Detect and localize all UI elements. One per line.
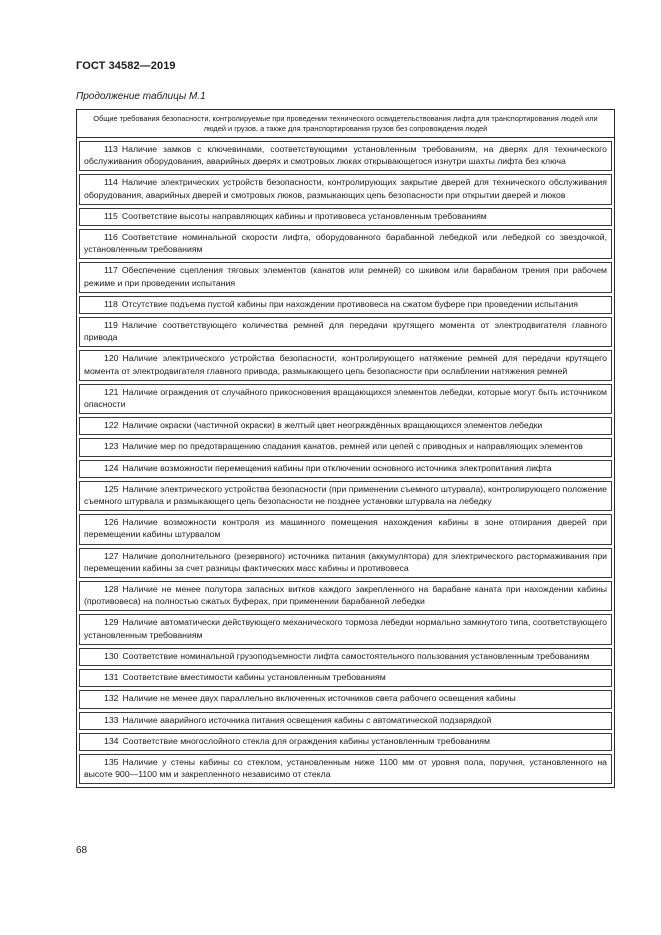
row-number: 122 [104,420,119,431]
row-number: 123 [104,441,119,452]
table-caption: Продолжение таблицы М.1 [76,91,206,102]
table-row [79,296,612,314]
row-text: Наличие не менее двух параллельно включенных источников света рабочего освещения кабины [122,693,516,704]
table-row [79,548,612,578]
row-number: 124 [104,462,119,473]
row-text: Наличие мер по предотвращению спадания канатов, ремней или цепей с приводных и направляющих элементов [122,441,583,452]
row-number: 133 [104,714,119,725]
table-header: Общие требования безопасности, контролируемые при проведении технического освидетельствования лифта для транспортирования людей или людей и грузов, а также для транспортирования грузов без сопровождения людей [77,110,614,138]
row-text: Наличие замков с ключевинами, соответствующими установленным требованиям, на дверях для технического обслуживания оборудования, аварийных дверях и смотровых люках открывающегося изнутри шахты лифта без ключа [84,144,607,167]
row-number: 113 [104,144,118,154]
table-row [79,581,612,611]
row-number: 134 [104,735,119,746]
row-text: Наличие аварийного источника питания освещения кабины с автоматической подзарядкой [122,714,492,725]
row-number: 117 [104,265,118,276]
table-row [79,648,612,666]
table-row [79,712,612,730]
row-text: Наличие соответствующего количества ремней для передачи крутящего момента от электродвигателя главного привода [84,320,607,343]
table-row [79,460,612,478]
row-number: 114 [104,177,118,188]
row-number: 135 [104,756,119,767]
row-number: 119 [104,320,118,331]
row-text: Наличие возможности перемещения кабины при отключении основного источника электропитания лифта [122,462,552,473]
row-text: Наличие дополнительного (резервного) источника питания (аккумулятора) для электрического растормаживания при перемещении кабины за счет разницы фактических масс кабины и противовеса [84,550,607,573]
table-row [79,208,612,226]
row-text: Наличие электрических устройств безопасности, контролирующих закрытие дверей для технического обслуживания оборудования, аварийных дверей и смотровых люков, размыкающих цепь безопасности при открытии дверей и люков [84,177,607,200]
row-text: Наличие у стены кабины со стеклом, установленным ниже 1100 мм от уровня пола, поручня, установленного на высоте 900—1100 мм и закрепленного независимо от стекла [84,756,607,780]
row-text: Наличие электрического устройства безопасности, контролирующего натяжение ремней для передачи крутящего момента от электродвигателя главного привода, размыкающего цепь безопасности при ослаблении натяжения ремней [84,353,607,376]
table-row [79,417,612,435]
row-number: 131 [104,672,119,683]
row-text: Наличие ограждения от случайного прикосновения вращающихся элементов лебедки, которые могут быть источником опасности [84,386,607,410]
table-row [79,514,612,544]
table-row [79,317,612,347]
table-row [79,481,612,511]
row-text: Соответствие номинальной скорости лифта, оборудованного барабанной лебедкой или лебедкой со звездочкой, установленным требованиям [84,232,607,255]
row-text: Соответствие высоты направляющих кабины и противовеса установленным требованиям [121,210,487,221]
row-number: 132 [104,693,119,704]
table-body [77,141,614,784]
row-text: Соответствие многослойного стекла для ограждения кабины установленным требованиям [122,735,490,746]
table-row [79,438,612,456]
row-text: Наличие окраски (частичной окраски) в желтый цвет неограждённых вращающихся элементов лебедки [122,420,543,431]
document-code: ГОСТ 34582—2019 [76,60,176,72]
table-row [79,262,612,292]
row-number: 116 [104,232,118,243]
row-text: Соответствие номинальной грузоподъемности лифта самостоятельного пользования установленным требованиям [122,650,590,661]
row-number: 125 [104,483,119,494]
table-row [79,350,612,380]
row-text: Соответствие вместимости кабины установленным требованиям [122,672,386,683]
row-number: 126 [104,517,119,528]
table-row [79,690,612,708]
table-row [79,141,612,171]
table-row [79,733,612,751]
row-number: 129 [104,617,119,628]
row-text: Наличие электрического устройства безопасности (при применении съемного штурвала), контролирующего положение съемного штурвала и размыкающего цепь безопасности не позднее установки штурвала на лебедку [84,483,607,507]
row-number: 118 [104,298,118,309]
table-row [79,384,612,414]
row-number: 121 [104,386,119,397]
row-text: Наличие возможности контроля из машинного помещения нахождения кабины в зоне отпирания дверей при перемещении кабины штурвалом [84,517,607,540]
row-number: 115 [104,210,118,221]
table-row [79,614,612,644]
table-row [79,669,612,687]
row-number: 128 [104,584,119,595]
row-text: Обеспечение сцепления тяговых элементов (канатов или ремней) со шкивом или барабаном трения при рабочем режиме и при проведении испытания [84,265,607,288]
table-row [79,174,612,204]
row-text: Наличие автоматически действующего механического тормоза лебедки нормально замкнутого типа, соответствующего установленным требованиям [84,617,607,640]
row-number: 130 [104,650,119,661]
row-text: Отсутствие подъема пустой кабины при нахождении противовеса на сжатом буфере при проведении испытания [121,298,579,309]
table-row [79,754,612,784]
row-number: 127 [104,550,119,561]
page-number: 68 [76,845,88,856]
requirements-table [76,109,615,788]
row-text: Наличие не менее полутора запасных витков каждого закрепленного на барабане каната при нахождении кабины (противовеса) на полностью сжатых буферах, при применении барабанной лебедки [84,584,607,607]
table-row [79,229,612,259]
row-number: 120 [104,353,119,364]
